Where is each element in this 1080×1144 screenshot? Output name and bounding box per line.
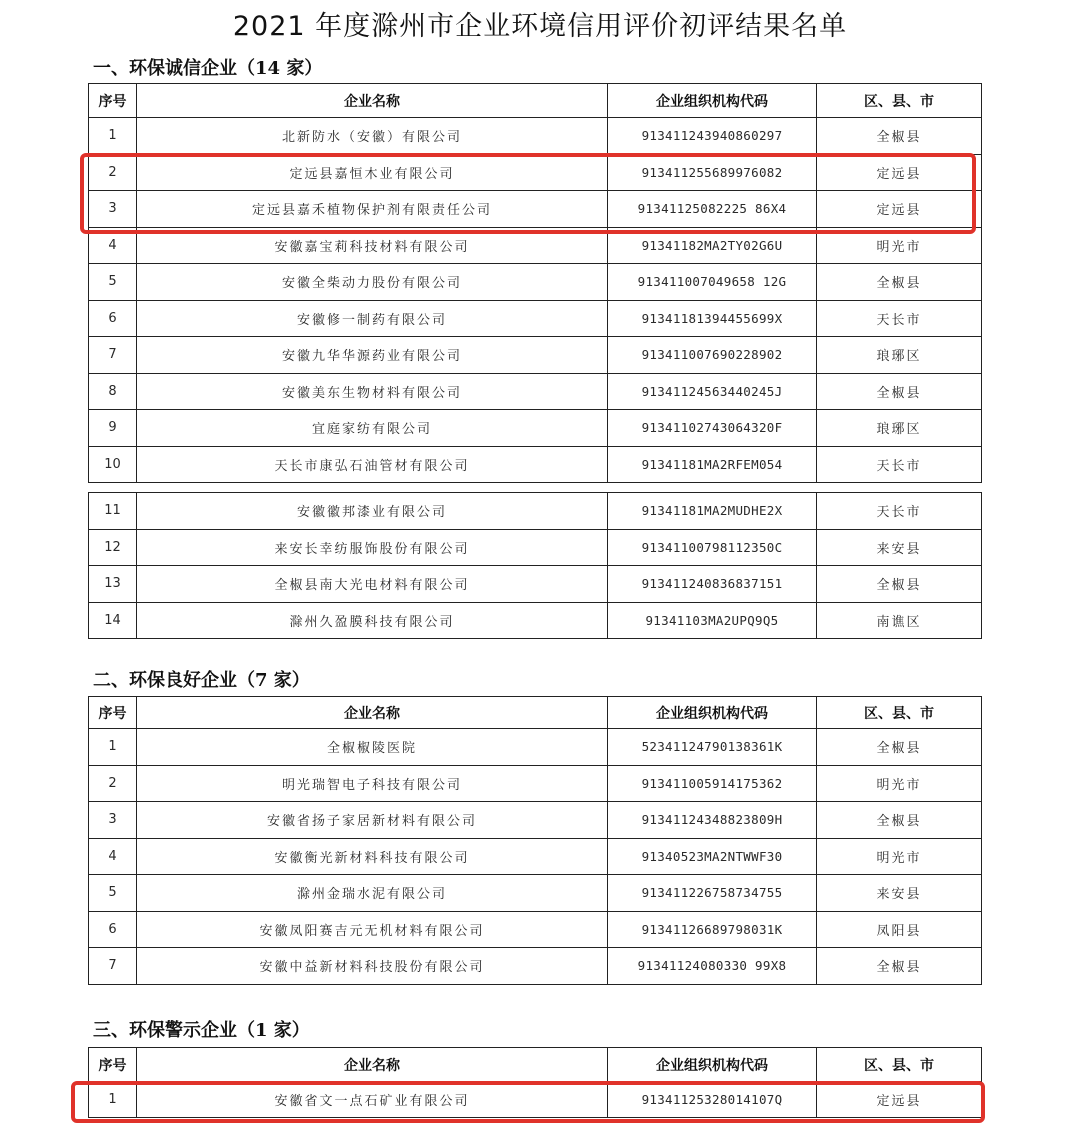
- company-name: 来安长幸纺服饰股份有限公司: [137, 529, 608, 566]
- company-name: 安徽衡光新材料科技有限公司: [137, 838, 608, 875]
- region: 来安县: [817, 529, 982, 566]
- region: 全椒县: [817, 566, 982, 603]
- region: 天长市: [817, 300, 982, 337]
- company-name: 安徽省文一点石矿业有限公司: [137, 1082, 608, 1118]
- table-row: [89, 118, 982, 155]
- region: 明光市: [817, 227, 982, 264]
- region: 明光市: [817, 838, 982, 875]
- page-break-gap: [89, 483, 982, 493]
- region: 全椒县: [817, 373, 982, 410]
- row-number: 3: [89, 191, 137, 228]
- table-row: [89, 264, 982, 301]
- org-code: 91341126689798031K: [608, 911, 817, 948]
- org-code: 91341181394455699X: [608, 300, 817, 337]
- region: 明光市: [817, 765, 982, 802]
- region: 定远县: [817, 1082, 982, 1118]
- org-code: 913411007690228902: [608, 337, 817, 374]
- row-number: 4: [89, 227, 137, 264]
- region: 全椒县: [817, 948, 982, 985]
- row-number: 1: [89, 118, 137, 155]
- row-number: 9: [89, 410, 137, 447]
- row-number: 5: [89, 264, 137, 301]
- header-name: 企业名称: [137, 1048, 608, 1082]
- table-row: [89, 493, 982, 530]
- org-code: 91341181MA2MUDHE2X: [608, 493, 817, 530]
- table-row: [89, 566, 982, 603]
- header-name: 企业名称: [137, 697, 608, 729]
- org-code: 91341124080330 99X8: [608, 948, 817, 985]
- header-no: 序号: [89, 84, 137, 118]
- row-number: 14: [89, 602, 137, 639]
- row-number: 2: [89, 765, 137, 802]
- company-name: 天长市康弘石油管材有限公司: [137, 446, 608, 483]
- region: 琅琊区: [817, 410, 982, 447]
- company-name: 明光瑞智电子科技有限公司: [137, 765, 608, 802]
- row-number: 12: [89, 529, 137, 566]
- table-row: [89, 765, 982, 802]
- table-row: [89, 154, 982, 191]
- table-row: [89, 300, 982, 337]
- region: 来安县: [817, 875, 982, 912]
- row-number: 7: [89, 948, 137, 985]
- region: 天长市: [817, 493, 982, 530]
- row-number: 1: [89, 729, 137, 766]
- table-header-row: [89, 84, 982, 118]
- org-code: 913411007049658 12G: [608, 264, 817, 301]
- table-row: [89, 337, 982, 374]
- row-number: 7: [89, 337, 137, 374]
- good-enterprises-table: [88, 696, 982, 985]
- org-code: 91341124348823809H: [608, 802, 817, 839]
- table-row: [89, 602, 982, 639]
- company-name: 滁州金瑞水泥有限公司: [137, 875, 608, 912]
- table-row: [89, 948, 982, 985]
- section-heading-honest: 一、环保诚信企业（14 家）: [93, 58, 323, 79]
- table-row: [89, 410, 982, 447]
- table-header-row: [89, 1048, 982, 1082]
- row-number: 5: [89, 875, 137, 912]
- header-code: 企业组织机构代码: [608, 1048, 817, 1082]
- row-number: 13: [89, 566, 137, 603]
- org-code: 91341100798112350C: [608, 529, 817, 566]
- region: 全椒县: [817, 729, 982, 766]
- table-row: [89, 802, 982, 839]
- table-row: [89, 875, 982, 912]
- company-name: 安徽九华华源药业有限公司: [137, 337, 608, 374]
- org-code: 91341181MA2RFEM054: [608, 446, 817, 483]
- table-row: [89, 1082, 982, 1118]
- honest-enterprises-table: [88, 83, 982, 639]
- org-code: 91340523MA2NTWWF30: [608, 838, 817, 875]
- org-code: 52341124790138361K: [608, 729, 817, 766]
- company-name: 安徽凤阳赛吉元无机材料有限公司: [137, 911, 608, 948]
- region: 全椒县: [817, 264, 982, 301]
- table-row: [89, 373, 982, 410]
- company-name: 安徽嘉宝莉科技材料有限公司: [137, 227, 608, 264]
- table-row: [89, 191, 982, 228]
- table-row: [89, 911, 982, 948]
- row-number: 11: [89, 493, 137, 530]
- table-row: [89, 446, 982, 483]
- company-name: 安徽中益新材料科技股份有限公司: [137, 948, 608, 985]
- header-code: 企业组织机构代码: [608, 84, 817, 118]
- org-code: 91341125328014107Q: [608, 1082, 817, 1118]
- header-region: 区、县、市: [817, 1048, 982, 1082]
- org-code: 913411226758734755: [608, 875, 817, 912]
- region: 定远县: [817, 154, 982, 191]
- company-name: 安徽全柴动力股份有限公司: [137, 264, 608, 301]
- org-code: 913411255689976082: [608, 154, 817, 191]
- table-row: [89, 529, 982, 566]
- row-number: 6: [89, 300, 137, 337]
- company-name: 安徽修一制药有限公司: [137, 300, 608, 337]
- region: 南谯区: [817, 602, 982, 639]
- row-number: 1: [89, 1082, 137, 1118]
- region: 全椒县: [817, 118, 982, 155]
- document-title: 2021 年度滁州市企业环境信用评价初评结果名单: [232, 11, 848, 42]
- row-number: 2: [89, 154, 137, 191]
- org-code: 913411005914175362: [608, 765, 817, 802]
- table-row: [89, 729, 982, 766]
- org-code: 913411243940860297: [608, 118, 817, 155]
- table-page-break: [89, 483, 982, 493]
- row-number: 4: [89, 838, 137, 875]
- company-name: 全椒县南大光电材料有限公司: [137, 566, 608, 603]
- company-name: 安徽美东生物材料有限公司: [137, 373, 608, 410]
- header-no: 序号: [89, 697, 137, 729]
- company-name: 安徽省扬子家居新材料有限公司: [137, 802, 608, 839]
- row-number: 6: [89, 911, 137, 948]
- header-no: 序号: [89, 1048, 137, 1082]
- org-code: 913411240836837151: [608, 566, 817, 603]
- region: 凤阳县: [817, 911, 982, 948]
- company-name: 滁州久盈膜科技有限公司: [137, 602, 608, 639]
- org-code: 91341103MA2UPQ9Q5: [608, 602, 817, 639]
- header-region: 区、县、市: [817, 697, 982, 729]
- region: 全椒县: [817, 802, 982, 839]
- table-row: [89, 838, 982, 875]
- org-code: 91341125082225 86X4: [608, 191, 817, 228]
- company-name: 宜庭家纺有限公司: [137, 410, 608, 447]
- org-code: 91341124563440245J: [608, 373, 817, 410]
- warning-enterprises-table: [88, 1047, 982, 1118]
- table-header-row: [89, 697, 982, 729]
- org-code: 91341182MA2TY02G6U: [608, 227, 817, 264]
- company-name: 定远县嘉禾植物保护剂有限责任公司: [137, 191, 608, 228]
- row-number: 8: [89, 373, 137, 410]
- section-heading-warning: 三、环保警示企业（1 家）: [93, 1020, 310, 1041]
- table-row: [89, 227, 982, 264]
- header-name: 企业名称: [137, 84, 608, 118]
- company-name: 全椒椒陵医院: [137, 729, 608, 766]
- region: 定远县: [817, 191, 982, 228]
- section-heading-good: 二、环保良好企业（7 家）: [93, 670, 310, 691]
- region: 琅琊区: [817, 337, 982, 374]
- company-name: 北新防水（安徽）有限公司: [137, 118, 608, 155]
- company-name: 安徽徽邦漆业有限公司: [137, 493, 608, 530]
- row-number: 3: [89, 802, 137, 839]
- header-code: 企业组织机构代码: [608, 697, 817, 729]
- company-name: 定远县嘉恒木业有限公司: [137, 154, 608, 191]
- region: 天长市: [817, 446, 982, 483]
- org-code: 91341102743064320F: [608, 410, 817, 447]
- header-region: 区、县、市: [817, 84, 982, 118]
- row-number: 10: [89, 446, 137, 483]
